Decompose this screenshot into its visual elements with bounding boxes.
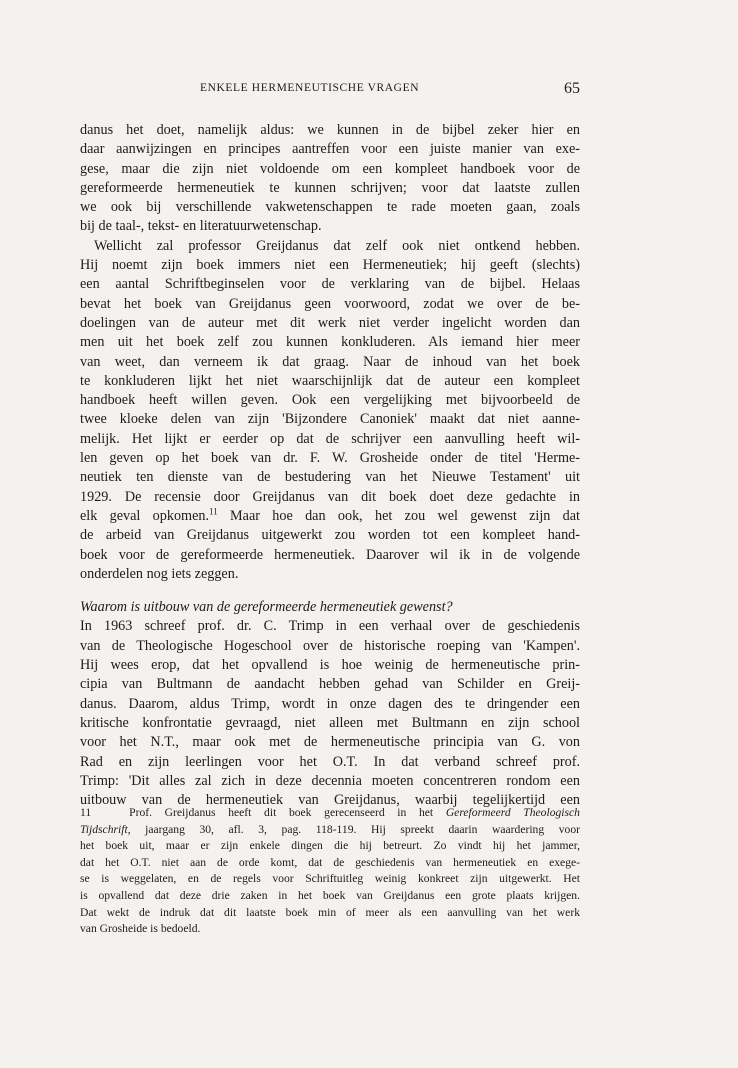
text-segment: Prof. Greijdanus heeft dit boek gerecenseerd in het (129, 806, 446, 819)
text-line: neutiek ten dienste van de bestudering van het Nieuwe Testament' uit (80, 469, 580, 486)
footnote-line: is opvallend dat deze drie zaken in het boek van Greijdanus een grote plaats krijgen. (80, 888, 580, 902)
footnote-line (80, 822, 580, 839)
text-segment: , jaargang 30, afl. 3, pag. 118-119. Hij spreekt daarin waardering voor (127, 822, 580, 836)
section-heading: Waarom is uitbouw van de gereformeerde hermeneutiek gewenst? (80, 599, 453, 616)
text-line: bij de taal-, tekst- en literatuurwetenschap. (80, 218, 322, 235)
text-line: van de Theologische Hogeschool over de historische roeping van 'Kampen'. (80, 637, 580, 654)
text-line: Wellicht zal professor Greijdanus dat zelf ook niet ontkend hebben. (94, 237, 580, 254)
page-number: 65 (564, 80, 580, 97)
text-line: uitbouw van de hermeneutiek van Greijdanus, waarbij tegelijkertijd een (80, 792, 580, 809)
text-line: men uit het boek zelf zou kunnen konkluderen. Als iemand hier meer (80, 334, 580, 351)
journal-title: Gereformeerd Theologisch (445, 806, 580, 819)
footnote-line (80, 805, 580, 822)
text-line: 1929. De recensie door Greijdanus van dit boek doet deze gedachte in (80, 488, 580, 505)
text-line: danus het doet, namelijk aldus: we kunnen in de bijbel zeker hier en (80, 122, 580, 138)
journal-title: Tijdschrift (80, 822, 128, 836)
text-line: gereformeerde hermeneutiek te kunnen schrijven; voor dat laatste zullen (80, 179, 580, 196)
text-line: Hij noemt zijn boek immers niet een Hermeneutiek; hij geeft (slechts) (80, 257, 580, 274)
text-line: van weet, dan verneem ik dat graag. Naar de inhoud van het boek (80, 353, 580, 370)
footnote-line: het boek uit, maar er zijn enkele dingen die hij betreurt. Zo vindt hij het jammer, (80, 839, 580, 853)
footnote-line: van Grosheide is bedoeld. (80, 922, 201, 936)
text-line: Hij wees erop, dat het opvallend is hoe weinig de hermeneutische prin- (80, 657, 580, 674)
text-line: een aantal Schriftbeginselen voor de verklaring van de bijbel. Helaas (80, 276, 580, 293)
footnote-line: se is weggelaten, en de regels voor Schriftuitleg weinig konkreet zijn uitgewerkt. Het (80, 872, 580, 886)
text-line: len geven op het boek van dr. F. W. Grosheide onder de titel 'Herme- (80, 450, 580, 467)
text-line: cipia van Bultmann de aandacht hebben gehad van Schilder en Greij- (80, 676, 580, 693)
footnote-reference[interactable]: 11 (209, 506, 218, 517)
text-line: handboek heeft willen geven. Ook een vergelijking met bijvoorbeeld de (80, 392, 580, 409)
footnote-number: 11 (80, 806, 92, 819)
text-line: gese, maar die zijn niet voldoende om een kompleet handboek voor de (80, 160, 580, 177)
text-line: melijk. Het lijkt er eerder op dat de schrijver een aanvulling heeft wil- (80, 430, 580, 447)
running-title: ENKELE HERMENEUTISCHE VRAGEN (200, 82, 420, 94)
text-line: Trimp: 'Dit alles zal zich in deze decennia moeten concentreren rondom een (80, 772, 580, 789)
text-line: In 1963 schreef prof. dr. C. Trimp in een verhaal over de geschiedenis (80, 618, 580, 635)
footnote-line: Dat wekt de indruk dat dit laatste boek min of meer als een aanvulling van het werk (80, 905, 580, 919)
main-text (80, 121, 580, 810)
section-gap (80, 584, 580, 598)
text-line: we ook bij verschillende vakwetenschappen te rade moeten gaan, zoals (80, 199, 580, 216)
text-line: onderdelen nog iets zeggen. (80, 565, 239, 582)
text-segment: elk geval opkomen. (80, 507, 210, 524)
text-line: voor het N.T., maar ook met de hermeneutische principia van G. von (80, 734, 580, 751)
text-segment: Maar hoe dan ook, het zou wel gewenst zijn dat (217, 507, 580, 524)
text-line: bevat het boek van Greijdanus geen voorwoord, zodat we over de be- (80, 295, 580, 312)
text-line: te konkluderen lijkt het niet waarschijnlijk dat de auteur een kompleet (80, 372, 580, 389)
text-line: Rad en zijn leerlingen voor het O.T. In dat verband schreef prof. (80, 753, 580, 770)
text-line: twee kloeke delen van zijn 'Bijzondere Canoniek' maakt dat niet aanne- (80, 411, 580, 428)
text-line-with-footnote-ref (80, 507, 580, 526)
text-line: kritische konfrontatie gevraagd, niet alleen met Bultmann en zijn school (80, 714, 580, 731)
footnote-block (80, 805, 580, 938)
footnote-line: dat het O.T. niet aan de orde komt, dat de geschiedenis van hermeneutiek en exege- (80, 855, 580, 869)
running-head (80, 80, 580, 102)
text-line: daar aanwijzingen en principes aantreffen voor een juiste manier van exe- (80, 141, 580, 158)
text-line: de arbeid van Greijdanus uitgewerkt zou worden tot een kompleet hand- (80, 527, 580, 544)
text-line: doelingen van de auteur met dit werk niet verder ingelicht worden dan (80, 314, 580, 331)
text-line: boek voor de gereformeerde hermeneutiek. Daarover wil ik in de volgende (80, 546, 580, 563)
text-line: danus. Daarom, aldus Trimp, wordt in onze dagen des te dringender een (80, 695, 580, 712)
